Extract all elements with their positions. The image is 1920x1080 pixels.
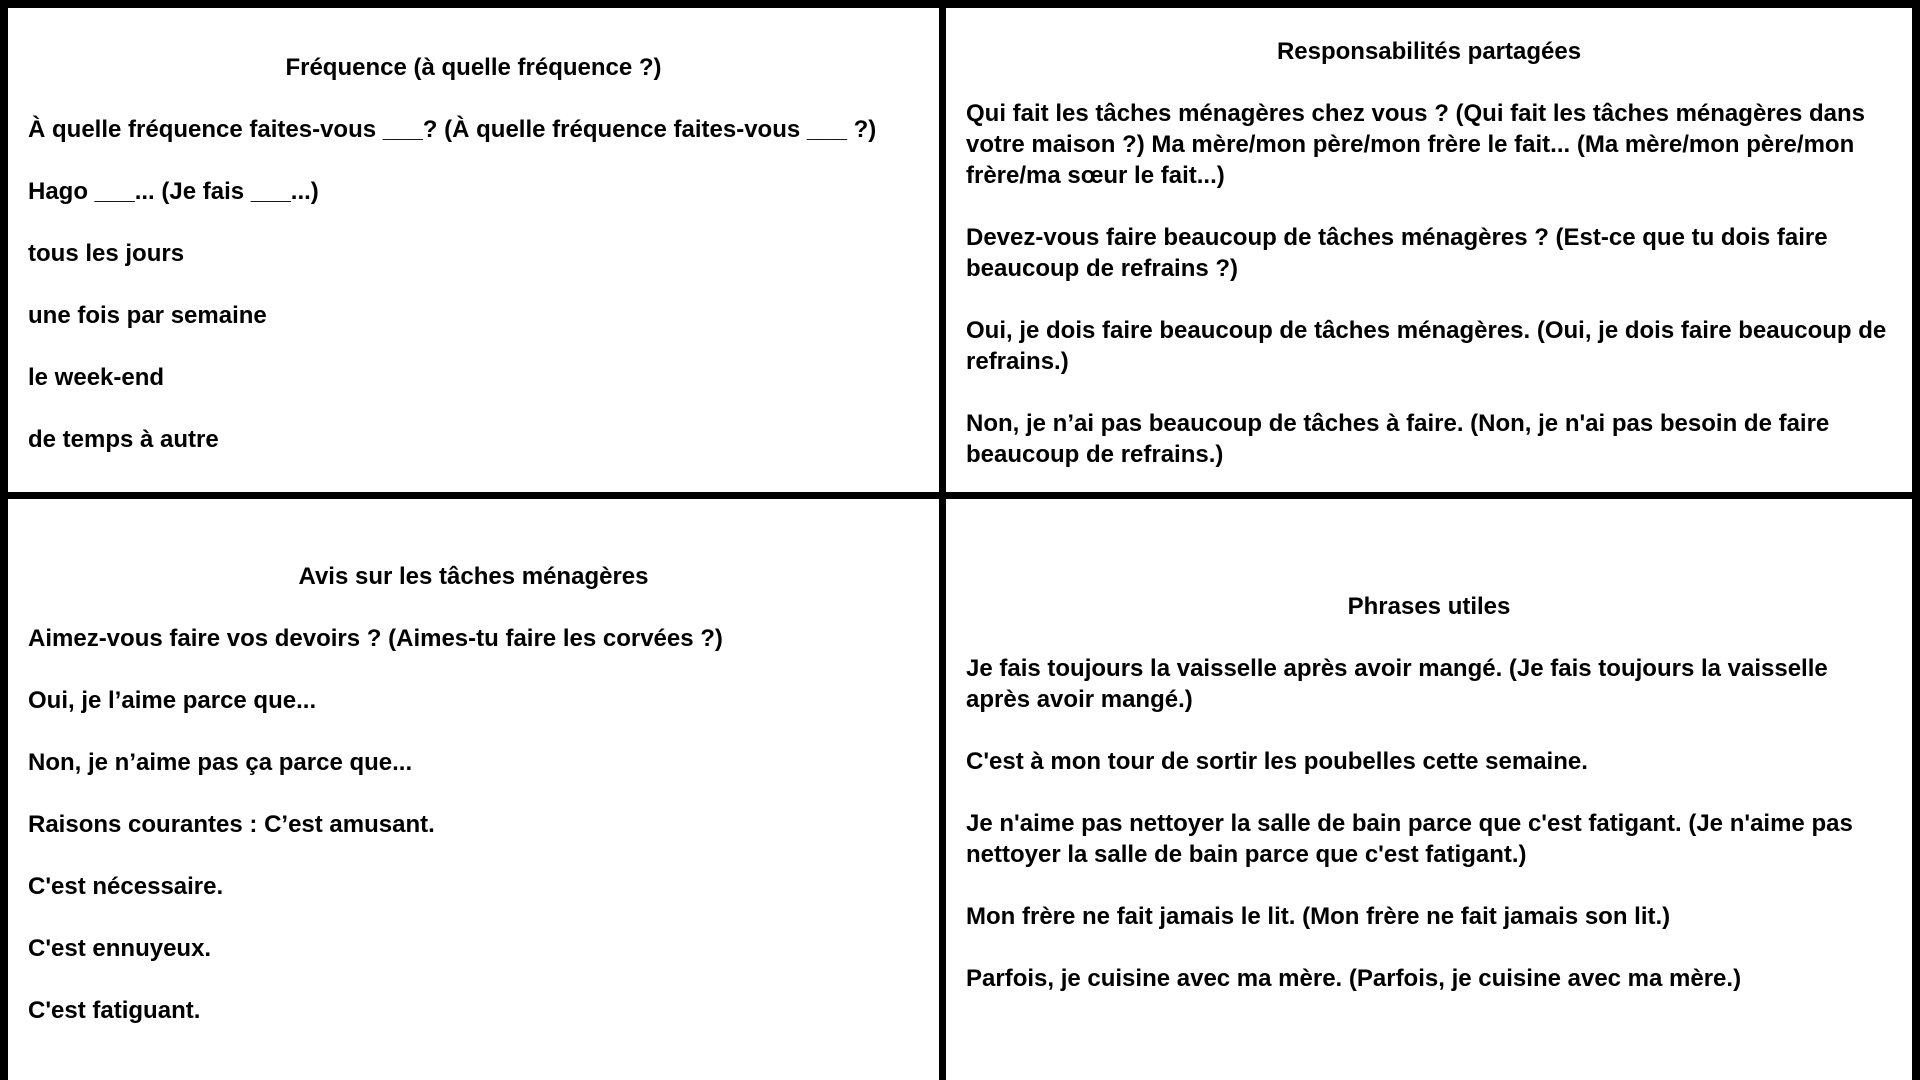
phrases-line: Je fais toujours la vaisselle après avoir mangé. (Je fais toujours la vaisselle après avoir mangé.) — [966, 655, 1828, 713]
opinions-line: C'est ennuyeux. — [28, 935, 212, 962]
frequency-line: tous les jours — [28, 240, 185, 267]
phrases-line: Je n'aime pas nettoyer la salle de bain parce que c'est fatigant. (Je n'aime pas nettoyer la salle de bain parce que c'est fatigant.) — [966, 810, 1853, 868]
phrases-line: Parfois, je cuisine avec ma mère. (Parfois, je cuisine avec ma mère.) — [966, 965, 1742, 992]
frequency-line: À quelle fréquence faites-vous ___? (À quelle fréquence faites-vous ___ ?) — [28, 116, 877, 143]
responsibilities-line: Non, je n’ai pas beaucoup de tâches à faire. (Non, je n'ai pas besoin de faire beaucoup de refrains.) — [966, 410, 1830, 468]
opinions-line: Oui, je l’aime parce que... — [28, 687, 317, 714]
opinions-line: Aimez-vous faire vos devoirs ? (Aimes-tu faire les corvées ?) — [28, 625, 723, 652]
frequency-line: de temps à autre — [28, 426, 219, 453]
opinions-line: C'est nécessaire. — [28, 873, 224, 900]
responsibilities-title: Responsabilités partagées — [1276, 38, 1582, 65]
phrases-title: Phrases utiles — [1347, 593, 1511, 620]
phrases-line: Mon frère ne fait jamais le lit. (Mon frère ne fait jamais son lit.) — [966, 903, 1671, 930]
responsibilities-panel — [946, 8, 1912, 492]
frequency-line: une fois par semaine — [28, 302, 267, 329]
frequency-line: le week-end — [28, 364, 165, 391]
responsibilities-line: Qui fait les tâches ménagères chez vous ? (Qui fait les tâches ménagères dans votre maison ?) Ma mère/mon père/mon frère le fait... (Ma mère/mon père/mon frère/ma sœur le fait...) — [966, 100, 1866, 189]
frequency-panel — [8, 8, 939, 492]
opinions-line: Non, je n’aime pas ça parce que... — [28, 749, 413, 776]
opinions-line: C'est fatiguant. — [28, 997, 201, 1024]
opinions-line: Raisons courantes : C’est amusant. — [28, 811, 435, 838]
responsibilities-line: Oui, je dois faire beaucoup de tâches ménagères. (Oui, je dois faire beaucoup de refrains.) — [966, 317, 1887, 375]
responsibilities-line: Devez-vous faire beaucoup de tâches ménagères ? (Est-ce que tu dois faire beaucoup de refrains ?) — [966, 224, 1828, 282]
phrases-line: C'est à mon tour de sortir les poubelles cette semaine. — [966, 748, 1588, 775]
opinions-panel — [8, 499, 939, 1080]
frequency-line: Hago ___... (Je fais ___...) — [28, 178, 319, 205]
phrases-panel — [946, 499, 1912, 1080]
frequency-title: Fréquence (à quelle fréquence ?) — [285, 54, 662, 81]
opinions-title: Avis sur les tâches ménagères — [298, 563, 649, 590]
